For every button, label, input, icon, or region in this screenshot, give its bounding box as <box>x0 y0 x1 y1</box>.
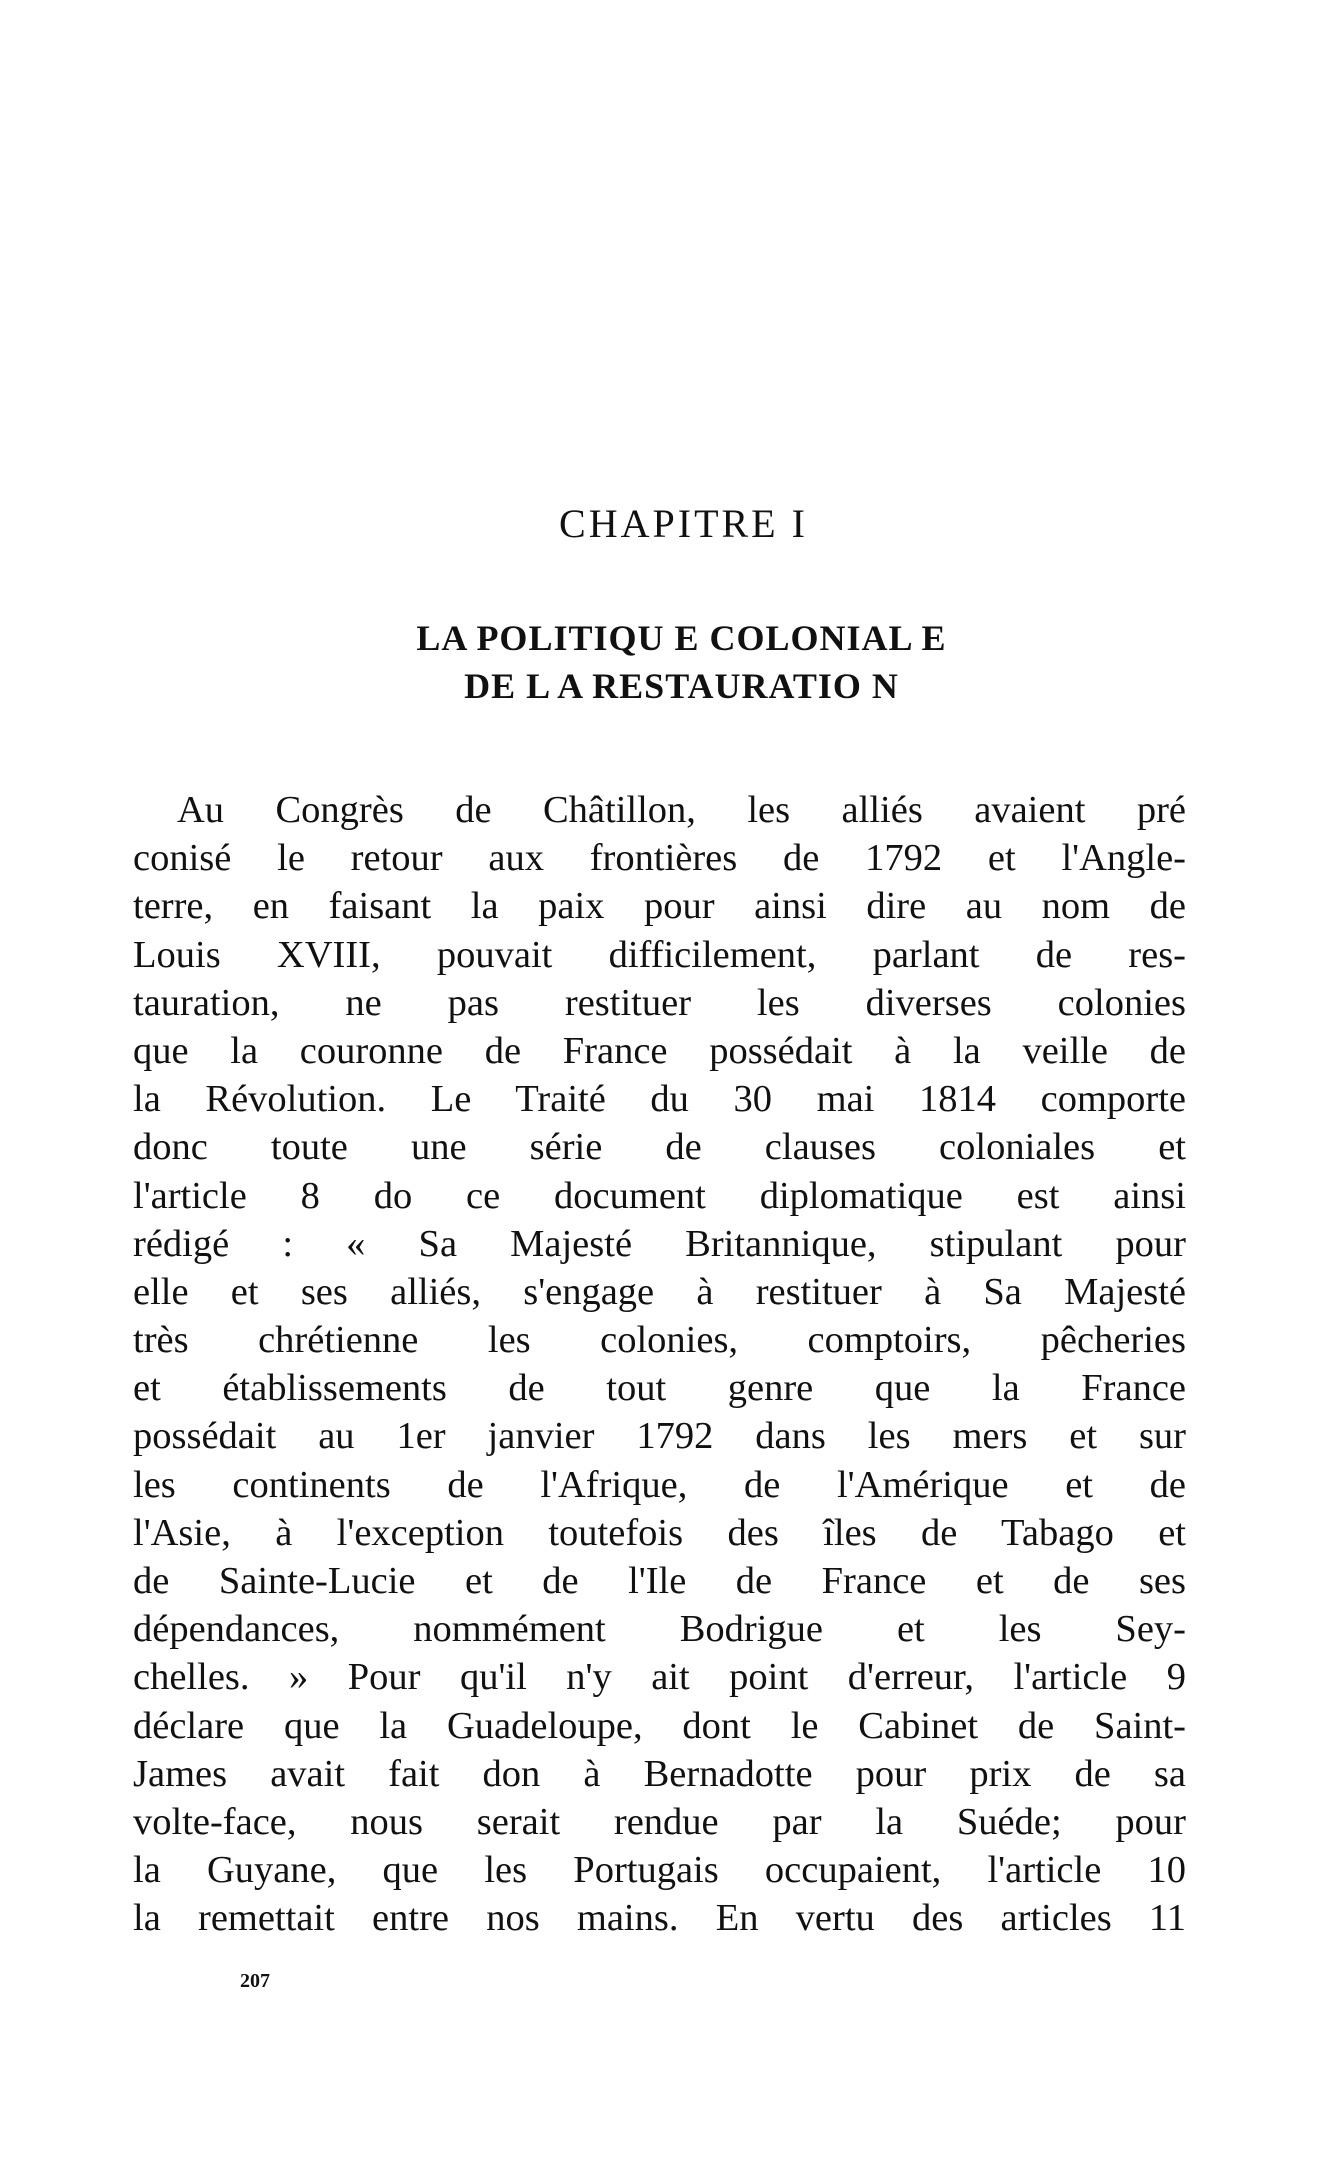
text-line: très chrétienne les colonies, comptoirs, pêcheries <box>133 1319 1186 1362</box>
text-line: dépendances, nommément Bodrigue et les Sey- <box>133 1608 1186 1651</box>
text-line: tauration, ne pas restituer les diverses colonies <box>133 981 1186 1024</box>
text-line: chelles. » Pour qu'il n'y ait point d'erreur, l'article 9 <box>133 1656 1186 1699</box>
text-line: l'Asie, à l'exception toutefois des îles de Tabago et <box>133 1511 1186 1554</box>
text-line: la Révolution. Le Traité du 30 mai 1814 comporte <box>133 1078 1186 1121</box>
text-line: déclare que la Guadeloupe, dont le Cabinet de Saint- <box>133 1704 1186 1747</box>
text-line: que la couronne de France possédait à la veille de <box>133 1029 1186 1072</box>
text-line: conisé le retour aux frontières de 1792 et l'Angle- <box>133 837 1186 880</box>
text-line: terre, en faisant la paix pour ainsi dire au nom de <box>133 885 1186 928</box>
chapter-title <box>0 614 1337 710</box>
text-line: Au Congrès de Châtillon, les alliés avaient pré <box>177 789 1186 831</box>
chapter-title-line-1: LA POLITIQU E COLONIAL E <box>416 618 947 658</box>
chapter-title-line-2: DE L A RESTAURATIO N <box>464 666 899 706</box>
text-line: elle et ses alliés, s'engage à restituer à Sa Majesté <box>133 1270 1186 1313</box>
text-line: la Guyane, que les Portugais occupaient, l'article 10 <box>133 1849 1186 1892</box>
text-line: de Sainte-Lucie et de l'Ile de France et de ses <box>133 1560 1186 1602</box>
page-number: 207 <box>240 1970 270 1992</box>
text-line: James avait fait don à Bernadotte pour prix de sa <box>133 1752 1186 1795</box>
text-line: possédait au 1er janvier 1792 dans les mers et sur <box>133 1415 1186 1458</box>
text-line: la remettait entre nos mains. En vertu des articles 11 <box>133 1897 1186 1940</box>
body-paragraph <box>133 786 1186 1943</box>
text-line: Louis XVIII, pouvait difficilement, parlant de res- <box>133 933 1186 976</box>
text-line: rédigé : « Sa Majesté Britannique, stipulant pour <box>133 1222 1186 1265</box>
text-line: les continents de l'Afrique, de l'Amérique et de <box>133 1463 1186 1506</box>
text-line: donc toute une série de clauses coloniales et <box>133 1126 1186 1169</box>
chapter-heading: CHAPITRE I <box>559 501 808 546</box>
text-line: volte-face, nous serait rendue par la Suéde; pour <box>133 1800 1186 1843</box>
text-line: l'article 8 do ce document diplomatique est ainsi <box>133 1174 1186 1217</box>
text-line: et établissements de tout genre que la France <box>133 1367 1186 1410</box>
